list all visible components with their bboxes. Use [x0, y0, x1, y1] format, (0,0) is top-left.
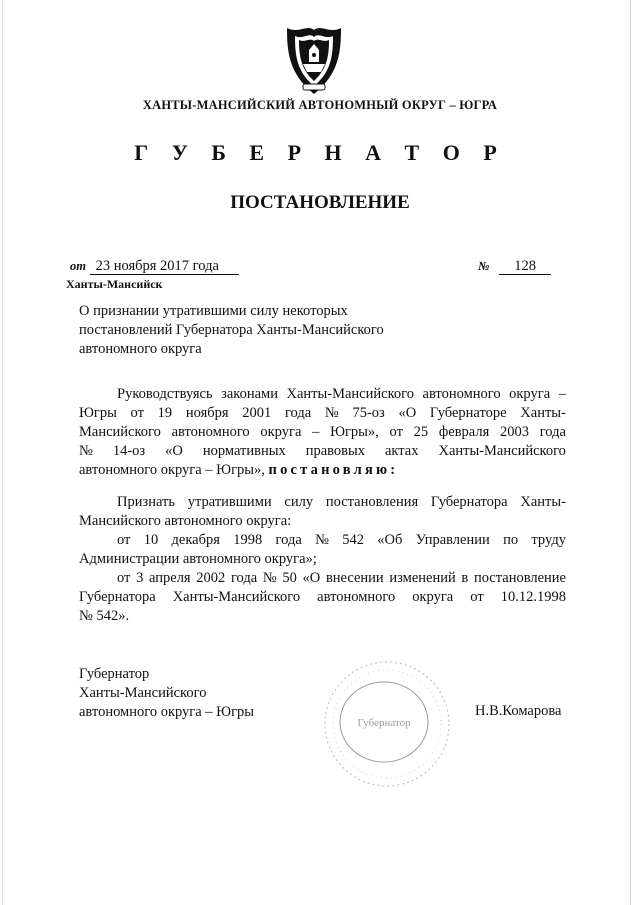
- word: Управлении: [415, 532, 490, 548]
- word: правовых: [305, 443, 365, 459]
- word: Ханты-Мансийского: [172, 589, 301, 605]
- word: –: [558, 386, 566, 402]
- city: Ханты-Мансийск: [66, 277, 163, 291]
- region-name: ХАНТЫ-МАНСИЙСКИЙ АВТОНОМНЫЙ ОКРУГ – ЮГРА: [142, 98, 498, 112]
- word: Губернатора: [79, 589, 156, 605]
- coat-of-arms-emblem-icon: [279, 22, 349, 98]
- word: по: [503, 532, 519, 548]
- word: нормативных: [202, 443, 286, 459]
- word: №: [324, 405, 339, 421]
- word: 2002: [196, 570, 226, 586]
- word: округа: [260, 424, 302, 440]
- word: от: [117, 570, 131, 586]
- paragraph-line: [79, 385, 566, 404]
- word: от: [470, 589, 484, 605]
- word: автономного: [422, 386, 501, 402]
- scan-edge-right: [630, 0, 631, 905]
- word: Губернаторе: [429, 405, 507, 421]
- date-prefix: от: [70, 259, 86, 273]
- word: №: [79, 443, 93, 459]
- signatory-title-line: автономного округа – Югры: [79, 704, 255, 720]
- office-title: Г У Б Е Р Н А Т О Р: [134, 140, 506, 165]
- word: Югры»,: [330, 424, 379, 440]
- number-value: 128: [499, 258, 551, 275]
- subject-heading: [79, 302, 384, 359]
- word: внесении: [325, 570, 384, 586]
- word: «Об: [377, 532, 403, 548]
- word: 10.12.1998: [500, 589, 566, 605]
- word: законами: [221, 386, 278, 402]
- word: Губернатора: [430, 494, 508, 510]
- word: округа: [412, 589, 454, 605]
- item2-last-line: № 542».: [79, 608, 130, 624]
- resolution-line-2: Мансийского автономного округа:: [79, 513, 292, 529]
- word: Признать: [117, 494, 175, 510]
- word: 2001: [242, 405, 272, 421]
- word: 50: [282, 570, 297, 586]
- paragraph-line: [79, 442, 566, 461]
- word: от: [117, 532, 131, 548]
- word: постановление: [473, 570, 566, 586]
- word: –: [312, 424, 320, 440]
- subject-line: автономного округа: [79, 341, 202, 357]
- word: от: [130, 405, 144, 421]
- word: труду: [531, 532, 566, 548]
- number-line: [478, 258, 551, 275]
- preamble-paragraph: [79, 385, 566, 480]
- word: 10: [143, 532, 159, 548]
- word: изменений: [389, 570, 456, 586]
- document-type: ПОСТАНОВЛЕНИЕ: [230, 192, 410, 213]
- word: 3: [136, 570, 144, 586]
- resolution-paragraph: [79, 493, 566, 626]
- word: года: [539, 424, 566, 440]
- word: округа: [509, 386, 551, 402]
- word: 14-оз: [112, 443, 146, 459]
- paragraph-line: [79, 531, 566, 550]
- word: автономного: [171, 424, 250, 440]
- word: февраля: [438, 424, 490, 440]
- word: Ханты-Мансийского: [438, 443, 566, 459]
- word: 542: [342, 532, 364, 548]
- item1-last-line: Администрации автономного округа»;: [79, 551, 317, 567]
- subject-line: О признании утратившими силу некоторых: [79, 303, 348, 319]
- word: Ханты-: [520, 405, 566, 421]
- word: года: [275, 532, 302, 548]
- paragraph-line: [79, 404, 566, 423]
- number-prefix: №: [478, 259, 490, 273]
- paragraph-line: [79, 493, 566, 512]
- word: в: [461, 570, 469, 586]
- word: 25: [413, 424, 429, 440]
- word: от: [389, 424, 403, 440]
- preamble-last-text: автономного округа – Югры»,: [79, 462, 265, 478]
- word: Ханты-: [520, 494, 566, 510]
- paragraph-line: [79, 607, 566, 626]
- word: «О: [398, 405, 417, 421]
- stamp-text: Губернатор: [357, 717, 411, 729]
- paragraph-line: [79, 423, 566, 442]
- word: «О: [302, 570, 321, 586]
- word: Югры: [79, 405, 117, 421]
- word: 75-оз: [352, 405, 385, 421]
- paragraph-line: [79, 512, 566, 531]
- word: апреля: [149, 570, 191, 586]
- signatory-title-line: Губернатор: [79, 666, 150, 682]
- paragraph-line: [79, 569, 566, 588]
- word: декабря: [171, 532, 220, 548]
- word: Ханты-Мансийского: [286, 386, 414, 402]
- paragraph-line: [79, 461, 566, 480]
- word: №: [262, 570, 277, 586]
- word: Мансийского: [79, 424, 161, 440]
- word: года: [284, 405, 312, 421]
- official-stamp: [318, 654, 456, 794]
- word: Руководствуясь: [117, 386, 213, 402]
- scan-edge-left: [2, 0, 3, 905]
- word: постановления: [325, 494, 419, 510]
- word: ноября: [185, 405, 229, 421]
- word: актах: [384, 443, 419, 459]
- date-line: [70, 258, 239, 275]
- word: года: [230, 570, 258, 586]
- word: автономного: [317, 589, 396, 605]
- paragraph-line: [79, 588, 566, 607]
- paragraph-line: [79, 550, 566, 569]
- word: «О: [165, 443, 183, 459]
- date-value: 23 ноября 2017 года: [90, 258, 239, 275]
- signatory-title-line: Ханты-Мансийского: [79, 685, 207, 701]
- word: 1998: [233, 532, 263, 548]
- signatory-name: Н.В.Комарова: [475, 703, 562, 719]
- word: 19: [157, 405, 173, 421]
- signatory-title: [79, 665, 254, 722]
- word: 2003: [499, 424, 529, 440]
- subject-line: постановлений Губернатора Ханты-Мансийского: [79, 322, 384, 338]
- word: утратившими: [187, 494, 272, 510]
- word: №: [315, 532, 329, 548]
- resolves-word: постановляю:: [268, 462, 399, 478]
- word: силу: [284, 494, 314, 510]
